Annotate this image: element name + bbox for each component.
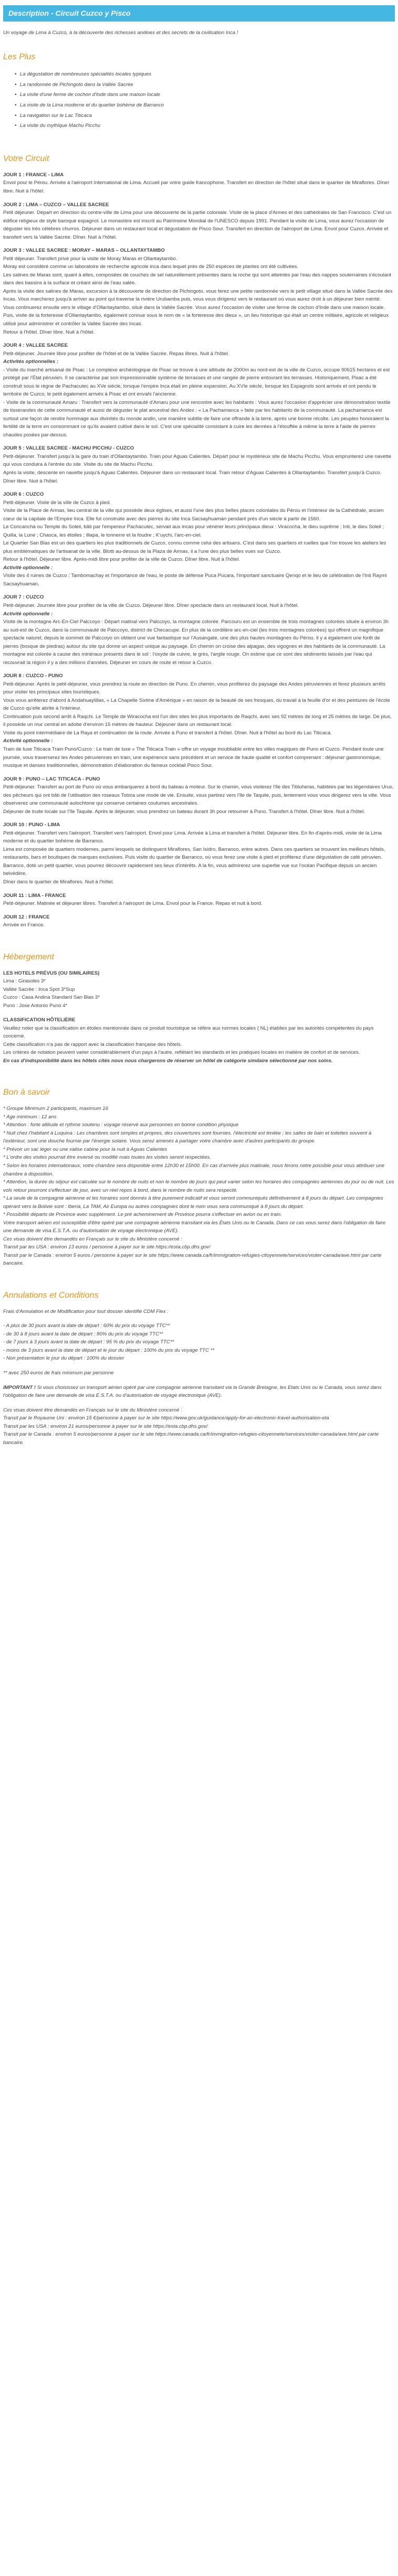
day-text: Petit-déjeuner. Après le petit-déjeuner, vous prendrez la route en direction de Puno. En chemin, vous profiterez du paysage des Andes péruviennes et ferez plusieurs arrêts pour visiter les principaux sites touristiques. [3, 681, 385, 696]
day-text: Déjeuner de truite locale sur l'île Taquile. Après le déjeuner, vous prendrez un bateau durant 3h pour retourner à Puno. Transfert à l'hôtel. Dîner libre. Nuit à l'hôtel. [3, 808, 365, 815]
savoir-item: Votre transport aérien est susceptible d'être opéré par une compagnie aérienne transitant via les États Unis ou le Canada. Dans ce cas vous serez dans l'obligation de faire une demande de visa E.S.T.A. ou d'autorisation de voyage électronique (AVE). [3, 1220, 386, 1234]
plus-item: • La visite du mythique Machu Picchu [15, 121, 395, 131]
savoir-item: * Selon les horaires internationaux, votre chambre sera disponible entre 12h30 et 15h00. En cas d'arrivée plus matinale, nous ferons notre possible pour vous attribuer une chambre à disposition. [3, 1163, 385, 1177]
fee-line: - de 7 jours à 3 jours avant la date de départ : 95 % du prix du voyage TTC** [3, 1339, 174, 1345]
day-text: Vous vous arrêterez d'abord à Andahuaylillas, « La Chapelle Sixtine d'Amérique » en raison de la beauté de ses fresques, du travail à la feuille d'or et des peintures de l'école de Cuzco qu'elle abrite à l'intérieur. [3, 697, 390, 712]
day-text: Visite du point intermédiaire de La Raya et continuation de la route. Arrivée à Puno et transfert à l'hôtel. Dîner. Nuit à l'hôtel au bord du Lac Titicaca. [3, 730, 332, 736]
day-8 [3, 672, 395, 769]
day-text: Après la visite, descente en navette jusqu'à Aguas Calientes. Déjeuner dans un restaurant local. Train retour d'Aguas Calientes à Ollantaytambo. Transfert jusqu'à Cuzco. Dîner libre. Nuit à l'hôtel. [3, 470, 382, 484]
savoir-item: * La seule de la compagnie aérienne et les horaires sont donnés à titre purement indicatif et vous seront communiqués définitivement à 8 jours du départ. Les compagnies opérant vers la Bolivie sont : Iberia, La TAM, Air Europa ou autres compagnies dont le nom vous sera communiqué à 8 jours du départ. [3, 1195, 383, 1210]
day-11 [3, 892, 395, 908]
activity-text: Train de luxe Titicaca Train Puno/Cuzco : Le train de luxe « The Titicaca Train » offre un voyage inoubliable entre les villes magiques de Puno et Cuzco. Pendant toute une journée, vous traverserez les Andes péruviennes en train, une expérience sans précédent et un service de haute qualité et confort comprenant : déjeuner gastronomique, musique et danses traditionnelles, démonstration d'élaboration du fameux cocktail Pisco Sour. [3, 746, 384, 769]
intro-text: Un voyage de Lima à Cuzco, à la découverte des richesses andines et des secrets de la civilisation Inca ! [3, 29, 238, 36]
day-text: Arrivée en France. [3, 922, 45, 928]
day-title: JOUR 1 : FRANCE - LIMA [3, 172, 64, 178]
savoir-item: * Groupe Minimum 2 participants, maximum 16 [3, 1106, 108, 1112]
visa-line: Transit par le Canada : environ 5 euros/personne à payer sur le site https://www.canada.ca/fr/immigration-refugies-citoyennete/services/visiter-canada/ave.html par carte bancaire. [3, 1431, 379, 1446]
day-text: Petit déjeuner. Transfert privé pour la visite de Moray Maras et Ollantaytambo. [3, 255, 177, 262]
day-3 [3, 247, 395, 336]
savoir-item: * Possibilité départs de Province avec supplément. Le pré acheminement de Province pourra s'effectuer en avion ou en train. [3, 1212, 282, 1218]
day-text: Les salines de Maras sont, quant à elles, composées de couches de sel naturellement présentes dans la roche qui sont atteintes par l'eau des nappes souterraines s'écoulant dans des bassins à la surface et créant ainsi de l'eau salée. [3, 272, 392, 286]
day-5 [3, 444, 395, 485]
day-2 [3, 201, 395, 242]
day-title: JOUR 2 : LIMA – CUZCO – VALLEE SACREE [3, 201, 109, 208]
fee-line: - de 30 à 8 jours avant la date de départ : 80% du prix du voyage TTC** [3, 1331, 163, 1337]
day-title: JOUR 7 : CUZCO [3, 594, 44, 601]
visa-line: Transit par les USA : environ 21 euros/personne à payer sur le site https://esta.cbp.dhs.gov/ [3, 1423, 208, 1429]
day-6 [3, 490, 395, 588]
day-4 [3, 341, 395, 439]
day-9 [3, 775, 395, 816]
day-text: Vous continuerez ensuite vers le village d'Ollantaytambo, situé dans la Vallée Sacrée. Vous aurez l'occasion de visiter une ferme de cochon d'Inde dans une maison locale. Puis, visite de la forteresse d'Ollantaytambo, également connue sous le nom de « la forteresse des dieux », un lieu historique qui était un centre militaire, agricole et religieux utilisé pour administrer et contrôler la Vallée Sacrée des Incas. [3, 304, 389, 327]
day-text: Retour à l'hôtel. Dîner libre. Nuit à l'hôtel. [3, 329, 95, 335]
day-text: Petit-déjeuner. Visite de la ville de Cuzco à pied. [3, 499, 111, 506]
day-title: JOUR 3 : VALLEE SACREE : MORAY – MARAS – OLLANTAYTAMBO [3, 248, 165, 254]
savoir-item: Ces visas doivent être demandés en Français sur le site du Ministère concerné : [3, 1236, 182, 1242]
classification-text: Veuillez noter que la classification en étoiles mentionnée dans ce produit touristique se réfère aux normes locales ( NL) établies par les autorités compétentes du pays concerné. [3, 1025, 374, 1040]
activities-label: Activités optionnelles : [3, 359, 59, 365]
savoir-item: Transit par les USA : environ 13 euros / personne à payer sur le site https://esta.cbp.dhs.gov/ [3, 1244, 211, 1250]
day-text: Dîner dans le quartier de Miraflores. Nuit à l'hôtel. [3, 879, 114, 885]
day-text: Continuation puis second arrêt à Raqchi. Le Temple de Wiracocha est l'un des sites les plus importants de Raqchi, avec ses 92 mètres de long et 25 mètres de large. De plus, il possède un mur central en adobe d'environ 15 mètres de hauteur. Déjeuner dans un restaurant local. [3, 713, 392, 728]
hotel-line: Vallée Sacrée : Inca Spot 3*Sup [3, 986, 75, 992]
savoir-item: * L'ordre des visites pourrait être inversé ou modifié mais toutes les visites seront respectées. [3, 1155, 211, 1161]
day-text: Le Coricancha ou Temple du Soleil, bâti par l'empereur Pachacutec, servait aux incas pour vénérer leurs principaux dieux : Viracocha, le dieu suprême ; Inti, le dieu Soleil ; Quilla, la Lune ; Chasca, les étoiles ; Illapa, le tonnerre et la foudre ; K'uychi, l'arc-en-ciel. [3, 524, 384, 538]
day-1 [3, 171, 395, 196]
day-text: Lima est composée de quartiers modernes, parmi lesquels se distinguent Miraflores, San Isidro, Barranco, entre autres. Dans ces quartiers se trouvent les meilleurs hôtels, restaurants, bars et boutiques de marques exclusives. Puis visite du quartier de Barranco, où vous ferez une visite à pied et profiterez d'une dégustation de café péruvien. Barranco, doté un petit quartier, vous pourrez découvrir rapidement ses lieux d'intérêts. A la fin, vous admirerez une superbe vue sur l'océan Pacifique depuis un ancien belvédère. [3, 846, 385, 877]
annulation-intro: Frais d'Annulation et de Modification pour tout dossier identifié CDM Flex : [3, 1308, 169, 1314]
plus-item: • La navigation sur le Lac Titicaca [15, 111, 395, 121]
activity-text: - Visite du marché artisanal de Pisac : Le complexe archéologique de Pisac se trouve à une altitude de 2000m au nord-est de la ville de Cuzco, occupe 90615 hectares et est protégé par l'État péruvien. Il se caractérise par son impressionnable système de terrasses et une rangée de pierre entourant les terrasses. Historiquement, Pisac a été construit sous le règne de Pachacutec au XVe siècle, lorsque l'empire Inca était en pleine expansion. Au XVIe siècle, lorsque les Espagnols sont arrivés et ont pendu le territoire de Cuzco, le petit également arrivés à Pisac et ont envahi l'ancienne. [3, 367, 390, 398]
savoir-heading: Bon à savoir [3, 1088, 50, 1097]
hotel-line: Puno : Jose Antonio Puno 4* [3, 1002, 68, 1009]
day-text: Petit-déjeuner. Transfert vers l'aéroport. Transfert vers l'aéroport. Envol pour Lima. Arrivée à Lima et transfert à l'hôtel. Déjeuner libre. En fin d'après-midi, visite de la Lima moderne et du quartier bohème de Barranco. [3, 830, 382, 845]
availability-note: En cas d'indisponibilité dans les hôtels cités nous nous chargerons de réserver un hôtel de catégorie similaire sélectionné par nos soins. [3, 1057, 333, 1064]
savoir-item: Transit par le Canada : environ 5 euros / personne à payer sur le site https://www.canada.ca/fr/immigration-refugies-citoyennete/services/visiter-canada/ave.html par carte bancaire. [3, 1252, 382, 1267]
annulation-heading: Annulations et Conditions [3, 1290, 99, 1300]
day-text: Petit-déjeuner. Matinée et déjeuner libres. Transfert à l'aéroport de Lima. Envol pour la France. Repas et nuit à bord. [3, 901, 263, 907]
activities-label: Activité optionnelle : [3, 738, 53, 744]
day-12 [3, 913, 395, 929]
plus-item: • La visite d'une ferme de cochon d'Inde dans une maison locale [15, 90, 395, 100]
day-text: Visite de la Place de Armas, lieu central de la ville qui possède deux églises, et aussi l'une des plus belles places coloniales du Pérou et l'intérieur de la Cathédrale, ancien cœur de la capitale de l'Empire Inca. Elle fut construite avec des pierres du site Inca Sacsayhuamán pendant près d'un siècle à partir de 1560. [3, 508, 384, 522]
day-text: Petit-déjeuner. Journée libre pour profiter de l'hôtel et de la Vallée Sacrée. Repas libres. Nuit à l'hôtel. [3, 350, 229, 357]
hebergement-section [3, 950, 395, 1065]
plus-item: • La visite de la Lima moderne et du quartier bohème de Barranco [15, 100, 395, 111]
day-text: Moray est considéré comme un laboratoire de recherche agricole inca dans lequel près de 250 espèces de plantes ont été cultivées. [3, 264, 299, 270]
plus-section [3, 50, 395, 131]
day-title: JOUR 8 : CUZCO - PUNO [3, 673, 63, 679]
circuit-section [3, 152, 395, 929]
day-title: JOUR 9 : PUNO – LAC TITICACA - PUNO [3, 776, 100, 782]
circuit-heading: Votre Circuit [3, 154, 49, 164]
visa-line: Ces visas doivent être demandés en Français sur le site du Ministère concerné : [3, 1407, 182, 1413]
hotel-line: Cuzco : Casa Andina Standard San Blas 3* [3, 995, 100, 1001]
important-text: Si vous choisissez un transport aérien opéré par une compagnie aérienne transitant via la Grande Bretagne, les Etats Unis ou le Canada, vous serez dans l'obligation de faire une demande de visa E.S.T.A. ou d'autorisation de voyage électronique (AVE). [3, 1384, 382, 1399]
day-text: Petit déjeuner. Départ en direction du centre-ville de Lima pour une découverte de la partie coloniale. Visite de la place d'Armes et des cathédrales de San Francisco. C'est un édifice religieux de style baroque espagnol. Le monastère est inscrit au Patrimoine Mondial de l'UNESCO depuis 1991. Pendant la visite de Lima, vous aurez l'occasion de déguster les très célèbres churros. Déjeuner dans un restaurant local et dégustation de Pisco Sour. Transfert en direction de l'aéroport de Lima. Envol pour Cuzco. Arrivée et transfert vers la Vallée Sacrée. Dîner. Nuit à l'hôtel. [3, 210, 392, 240]
classification-text: Les critères de notation peuvent varier considérablement d'un pays à l'autre, reflétant les standards et les pratiques locales en matière de confort et de services. [3, 1050, 360, 1056]
day-title: JOUR 6 : CUZCO [3, 491, 44, 498]
day-7 [3, 593, 395, 667]
plus-item: • La randonnée de Pichingoto dans la Vallée Sacrée [15, 80, 395, 90]
savoir-item: * Age minimum : 12 ans [3, 1114, 57, 1120]
fee-note: ** avec 250 euros de frais minimum par personne [3, 1370, 114, 1376]
savoir-section [3, 1086, 395, 1268]
hotel-line: Lima : Girasoles 3* [3, 978, 46, 985]
day-title: JOUR 10 : PUNO - LIMA [3, 822, 60, 828]
day-title: JOUR 4 : VALLEE SACREE [3, 343, 68, 349]
plus-heading: Les Plus [3, 52, 36, 62]
day-text: Petit-déjeuner. Transfert au port de Puno où vous embarquerez à bord du bateau à moteur. Sur le chemin, vous visiterez l'île des Titiluheras, habitées par les légendaires Urus, des pêcheurs qui ont bâti de l'utilisation des roseaux Totora une mode de vie. Ensuite, vous partirez vers l'île de Taquile, puis, lentement vous vous dirigerez vers la ville. Vous observerez une communauté autochtone qui conserve certaines coutumes ancestrales. [3, 784, 394, 807]
day-text: Petit-déjeuner. Journée libre pour profiter de la ville de Cuzco. Déjeuner libre. Dîner spectacle dans un restaurant local. Nuit à l'hôtel. [3, 602, 299, 608]
day-text: Envol pour le Pérou. Arrivée à l'aéroport International de Lima. Accueil par votre guide francophone. Transfert en direction de l'hôtel situé dans le quartier de Miraflores. Dîner libre. Nuit à l'hôtel. [3, 180, 390, 195]
page-title: Description - Circuit Cuzco y Pisco [3, 5, 395, 22]
visa-line: Transit par le Royaume Uni : environ 15 €/personne à payer sur le site https://www.gov.uk/guidance/apply-for-an-electronic-travel-authorisation-eta [3, 1415, 329, 1421]
day-text: Après la visite des salines de Maras, excursion à la découverte de direction de Pichingoto, vous ferez une petite randonnée vers le petit village situé dans la Vallée Sacrée des Incas. Vous marcherez jusqu'à arriver au point qui traverse la rivière Urubamba puis, vous vous dirigerez vers le restaurant où vous aurez droit à un déjeuner bien mérité. [3, 288, 393, 303]
classification-title: CLASSIFICATION HÔTELIÈRE [3, 1017, 76, 1023]
activities-label: Activité optionnelle : [3, 611, 53, 617]
hotels-subtitle: LES HOTELS PRÉVUS (OU SIMILAIRES) [3, 970, 100, 976]
day-text: Le Quartier San Blas est un des quartiers les plus traditionnels de Cuzco, connu comme celui des artisans. C'est dans ses quartiers et ruelles que l'on trouve les ateliers les plus emblématiques de l'artisanat de la ville. Blotti au-dessus de la Plaza de Armas, il a l'une des plus belles vues sur Cuzco. [3, 540, 386, 554]
important-block [3, 1384, 395, 1400]
important-label: IMPORTANT ! [3, 1384, 36, 1391]
classification-text: Cette classification n'a pas de rapport avec la classification française des hôtels. [3, 1041, 182, 1047]
day-text: Retour à l'hôtel. Déjeuner libre. Après-midi libre pour profiter de la ville de Cuzco. Dîner libre. Nuit à l'hôtel. [3, 557, 240, 563]
plus-item: • La dégustation de nombreuses spécialités locales typiques [15, 69, 395, 80]
savoir-item: * Nuit chez l'habitant à Luquina : Les chambres sont simples et propres, des couvertures sont fournies. l'électricité est limitée ; les salles de bain et toilettes souvent à l'extérieur, sont une douche fournie par l'énergie solaire. Vous serez amenés à partager votre chambre avec d'autres participants du groupe. [3, 1130, 372, 1145]
hebergement-heading: Hébergement [3, 952, 54, 961]
annulation-section [3, 1289, 395, 1447]
activity-text: Visite des 4 ruines de Cuzco : Tambomachay et l'importance de l'eau, le poste de défense Puca Pucara, l'important sanctuaire Qenqo et le lieu de célébration de l'Inti Raymi Sacsayhuaman. [3, 573, 387, 587]
day-10 [3, 821, 395, 886]
activity-text: Visite de la montagne Arc-En-Ciel Palccoyo : Départ matinal vers Palccoyo, la montagne colorée. Parcouru est un ensemble de trois montagnes colorées située à environ 3h au sud-est de Cuzco, dans la communauté de Palccoyo, district de Checacupe. En plus de la cordillère arc-en-ciel (les trois montagnes colorées) qui offrent un magnifique spectacle naturel, depuis le sommet de Palccoyo on obtient une vue fantastique sur l'Ausangate, une des plus hautes montagnes du Pérou. Il y a également une forêt de pierres (bosque de piedras) autour du site qui donne un aspect unique au paysage. En chemin on croise des alpagas, des vigognes et des habitants de la communauté. La montagne est colorée à cause des minéraux présents dans le sol : l'oxyde de cuivre, le grès, l'argile rouge. On estime que ce sont des sédiments laissés par l'eau qui recouvrait la région il y a des millions d'années. Déjeuner en cours de route et retour à Cuzco. [3, 619, 389, 666]
day-text: Petit-déjeuner. Transfert jusqu'à la gare du train d'Ollantaytambo. Train pour Aguas Calientes. Départ pour le mystérieux site de Machu Picchu. Vous emprunterez une navette qui vous conduira à l'entrée du site. Visite du site de Machu Picchu. [3, 453, 392, 468]
fee-line: - moins de 3 jours avant la date de départ et le jour du départ : 100% du prix du voyage TTC ** [3, 1347, 215, 1353]
plus-list [15, 69, 395, 131]
savoir-item: * Prévoir un sac léger ou une valise cabine pour la nuit à Aguas Calientes [3, 1146, 167, 1152]
day-title: JOUR 12 : FRANCE [3, 914, 50, 920]
fee-line: - Non présentation le jour du départ : 100% du dossier [3, 1355, 124, 1362]
activity-text: - Visite de la communauté Amaru : Transfert vers la communauté d'Amaru pour une rencontre avec les habitants : Vous aurez l'occasion d'apprécier une démonstration textile de tisserandes de cette communauté et aussi de déguster le plat ancestral des Andes : « La Pachamanca » faite par les habitants de la communauté. La pachamanca est surtout une façon de rendre hommage aux divinités du monde andin, une manière subtile de faire une offrande à la terre, après une bonne récolte. Les peuples honoraient la fertilité de la terre en consommant ce qu'ils avaient cultivé dans le sol. C'est une spécialité consistant à cuire les denrées à l'étouffée à même la terre à l'aide de pierres chaudes posées par-dessus. [3, 399, 391, 438]
day-title: JOUR 5 : VALLEE SACREE - MACHU PICCHU - CUZCO [3, 445, 134, 452]
activities-label: Activité optionnelle : [3, 564, 53, 571]
savoir-item: * Attention : forte altitude et rythme soutenu : voyage réservé aux personnes en bonne condition physique [3, 1122, 239, 1128]
fee-line: - A plus de 30 jours avant la date de départ : 60% du prix du voyage TTC** [3, 1323, 170, 1329]
savoir-item: * Attention, la durée du séjour est calculée sur le nombre de nuits et non le nombre de jours qui peut varier selon les horaires des compagnies aériennes du jour ou de nuit. Les vols retour pourront s'effectuer de jour, avec un réel repos à bord, dans le nombre de nuits sera respecté. [3, 1179, 394, 1193]
day-title: JOUR 11 : LIMA - FRANCE [3, 892, 66, 899]
